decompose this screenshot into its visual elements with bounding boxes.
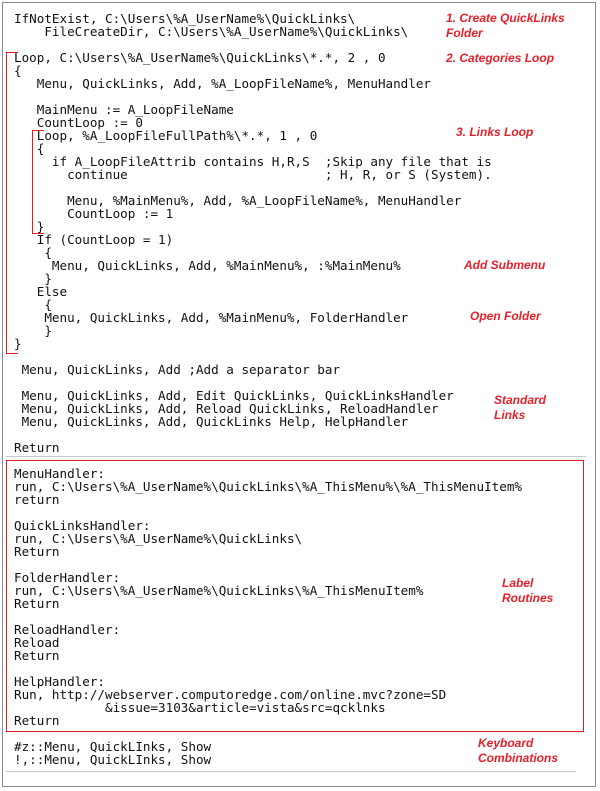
section-rule bbox=[6, 456, 586, 457]
section-rule-bottom bbox=[6, 771, 576, 772]
annotation-open-folder: Open Folder bbox=[470, 309, 541, 323]
annotation-keyboard-combinations: Keyboard Combinations bbox=[478, 736, 558, 765]
return-code: Return bbox=[14, 440, 60, 455]
keyboard-combinations-code: #z::Menu, QuickLInks, Show !,::Menu, QuickLInks, Show bbox=[14, 739, 212, 767]
annotation-add-submenu: Add Submenu bbox=[464, 258, 546, 272]
annotation-links-loop: 3. Links Loop bbox=[456, 125, 534, 139]
annotation-categories-loop: 2. Categories Loop bbox=[446, 51, 555, 65]
create-folder-code: IfNotExist, C:\Users\%A_UserName%\QuickLinks\ FileCreateDir, C:\Users\%A_UserName%\QuickLinks\ bbox=[14, 11, 409, 39]
categories-loop-code: Loop, C:\Users\%A_UserName%\QuickLinks\*.*, 2 , 0 { Menu, QuickLinks, Add, %A_LoopFileName%, MenuHandler MainMenu := A_LoopFileName CountLoop := 0 Loop, %A_LoopFileFullPath%\*.*, 1 , 0 { if A_LoopFileAttrib contains H,R,S ;Skip any file that is continue ; H, R, or S (System). Menu, %MainMenu%, Add, %A_LoopFileName%, MenuHandler CountLoop := 1 } If (CountLoop = 1) { Menu, QuickLinks, Add, %MainMenu%, :%MainMenu% } Else { Menu, QuickLinks, Add, %MainMenu%, FolderHandler } } bbox=[14, 50, 492, 351]
label-routines-code: MenuHandler: run, C:\Users\%A_UserName%\QuickLinks\%A_ThisMenu%\%A_ThisMenuItem% return QuickLinksHandler: run, C:\Users\%A_UserName%\QuickLinks\ Return FolderHandler: run, C:\Users\%A_UserName%\QuickLinks\%A_ThisMenuItem% Return ReloadHandler: Reload Return HelpHandler: Run, http://webserver.computoredge.com/online.mvc?zone=SD &issue=3103&article=vista&src=qcklnks Return bbox=[14, 466, 522, 728]
label-routines-box bbox=[6, 460, 584, 732]
separator-code: Menu, QuickLinks, Add ;Add a separator bar bbox=[14, 362, 341, 377]
standard-links-code: Menu, QuickLinks, Add, Edit QuickLinks, QuickLinksHandler Menu, QuickLinks, Add, Reload QuickLinks, ReloadHandler Menu, QuickLinks, Add, QuickLinks Help, HelpHandler bbox=[21, 388, 454, 429]
annotation-create-folder: 1. Create QuickLinks Folder bbox=[446, 11, 565, 40]
categories-loop-bracket bbox=[6, 52, 18, 354]
annotation-standard-links: Standard Links bbox=[494, 393, 547, 422]
annotation-label-routines: Label Routines bbox=[502, 576, 554, 605]
links-loop-bracket bbox=[32, 130, 44, 234]
